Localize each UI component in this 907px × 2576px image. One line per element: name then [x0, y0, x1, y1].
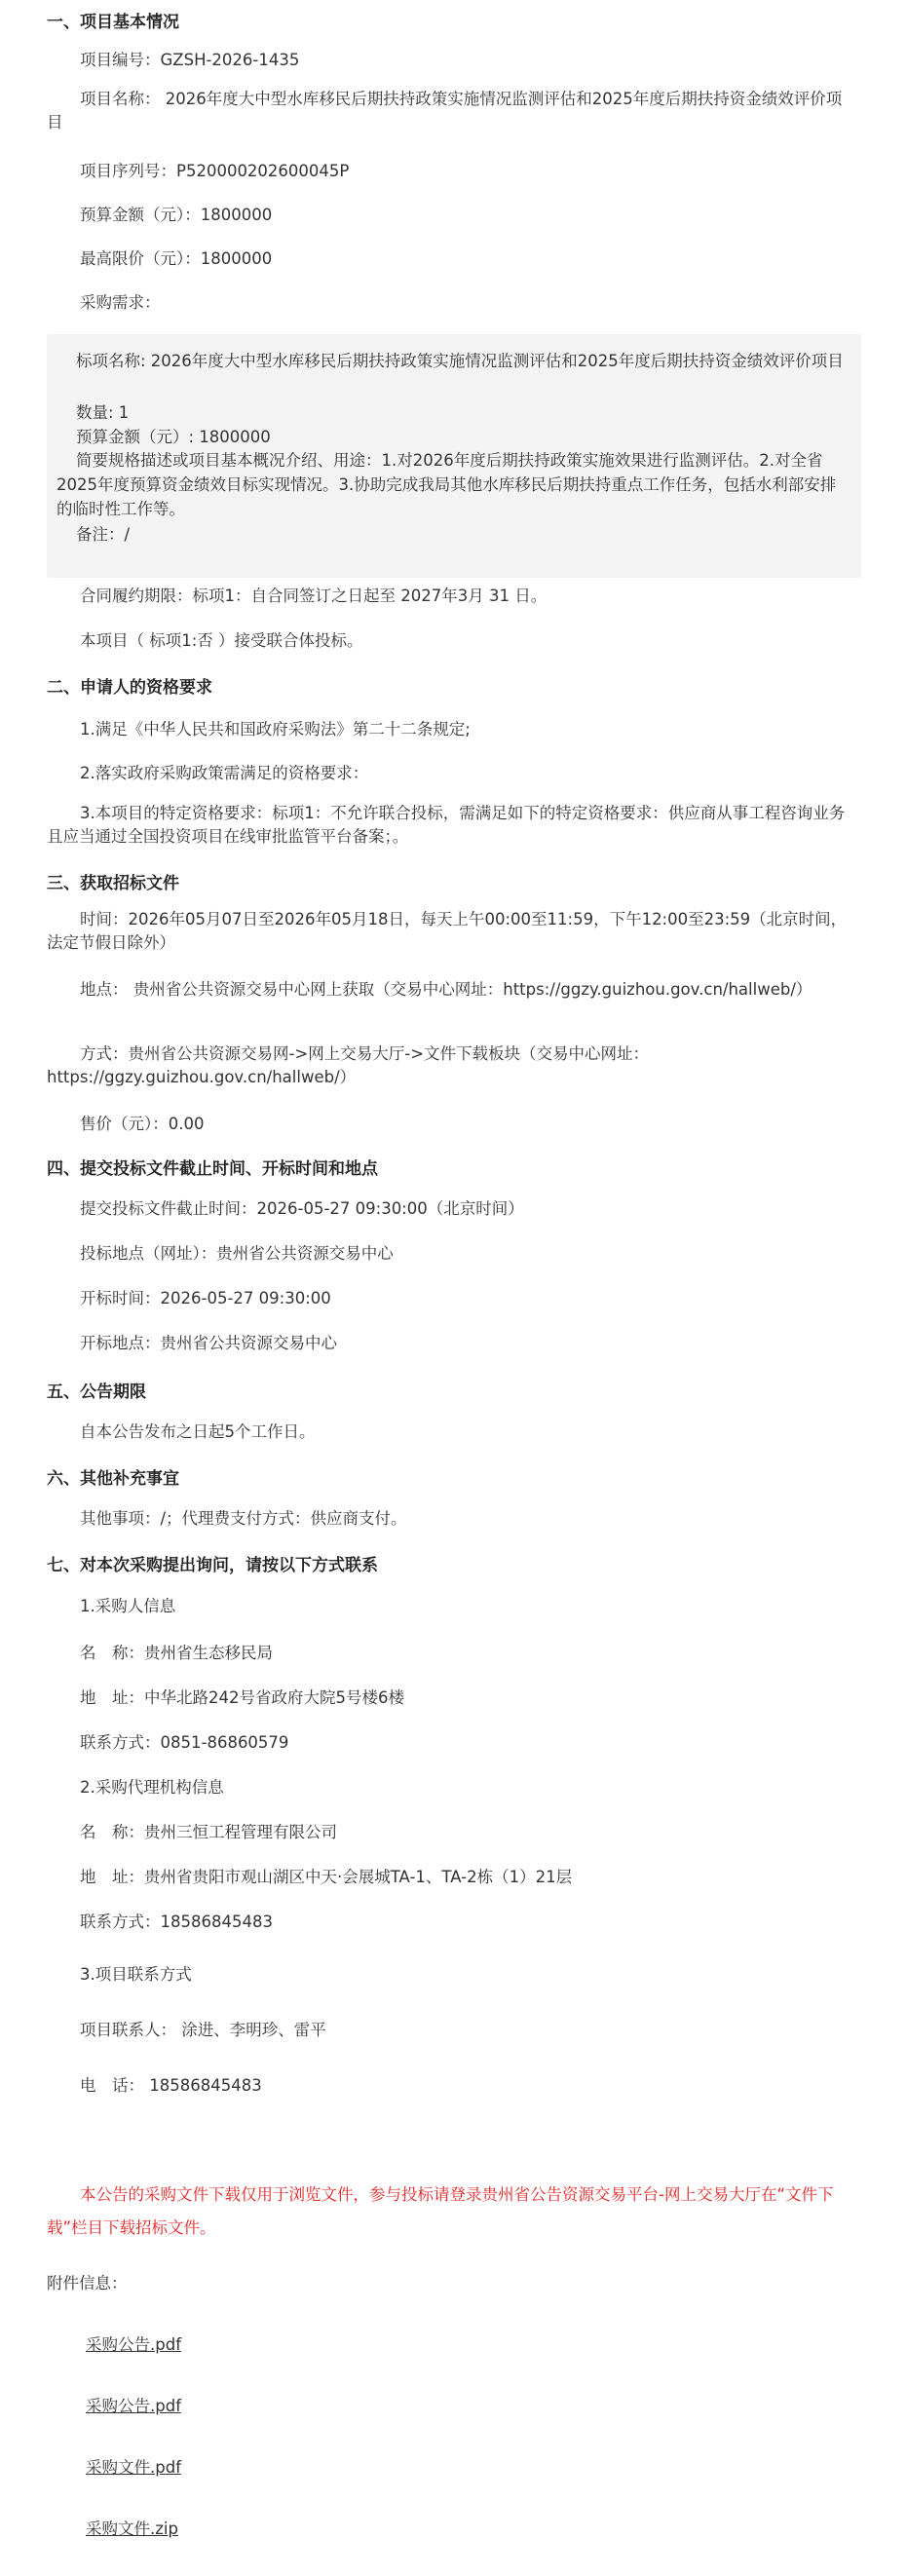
get-time: 时间：2026年05月07日至2026年05月18日，每天上午00:00至11:59，下午12:00至23:59（北京时间，法定节假日除外） [47, 910, 848, 952]
max-price: 最高限价（元）：1800000 [80, 249, 273, 268]
section-title-contact: 七、对本次采购提出询问，请按以下方式联系 [47, 1556, 378, 1575]
lot-quantity: 数量: 1 [76, 403, 130, 422]
document-price: 售价（元）：0.00 [80, 1115, 205, 1133]
attachment-link[interactable]: 采购公告.pdf [86, 2397, 182, 2415]
project-name: 项目名称： 2026年度大中型水库移民后期扶持政策实施情况监测评估和2025年度后期扶持资金绩效评价项目 [47, 90, 843, 132]
agent-name: 名 称：贵州三恒工程管理有限公司 [80, 1823, 337, 1841]
agent-address: 地 址：贵州省贵阳市观山湖区中天·会展城TA-1、TA-2栋（1）21层 [80, 1868, 573, 1886]
section-title-notice-period: 五、公告期限 [47, 1383, 146, 1402]
project-contact-heading: 3.项目联系方式 [80, 1965, 192, 1984]
section-title-qualifications: 二、申请人的资格要求 [47, 678, 212, 698]
attachment-link[interactable]: 采购文件.zip [86, 2519, 178, 2538]
procurement-demand-label: 采购需求： [80, 293, 161, 312]
buyer-address: 地 址：中华北路242号省政府大院5号楼6楼 [80, 1688, 404, 1707]
section-title-deadline: 四、提交投标文件截止时间、开标时间和地点 [47, 1159, 378, 1179]
qualification-3: 3.本项目的特定资格要求：标项1：不允许联合投标，需满足如下的特定资格要求：供应商从事工程咨询业务且应当通过全国投资项目在线审批监管平台备案；。 [47, 804, 846, 846]
open-time: 开标时间：2026-05-27 09:30:00 [80, 1289, 331, 1307]
lot-name: 标项名称: 2026年度大中型水库移民后期扶持政策实施情况监测评估和2025年度后期扶持资金绩效评价项目 [76, 352, 844, 370]
qualification-2: 2.落实政府采购政策需满足的资格要求： [80, 764, 369, 782]
buyer-info-heading: 1.采购人信息 [80, 1597, 176, 1615]
attachment-link[interactable]: 采购文件.pdf [86, 2458, 182, 2477]
get-place: 地点： 贵州省公共资源交易中心网上获取（交易中心网址：https://ggzy.guizhou.gov.cn/hallweb/） [80, 980, 813, 999]
lot-spec: 简要规格描述或项目基本概况介绍、用途：1.对2026年度后期扶持政策实施效果进行监测评估。2.对全省2025年度预算资金绩效目标实现情况。3.协助完成我局其他水库移民后期扶持重点工作任务，包括水利部安排的临时性工作等。 [57, 451, 837, 518]
buyer-name: 名 称：贵州省生态移民局 [80, 1644, 273, 1662]
notice-period-text: 自本公告发布之日起5个工作日。 [80, 1422, 316, 1441]
contract-period: 合同履约期限：标项1：自合同签订之日起至 2027年3月 31 日。 [80, 587, 548, 605]
project-contact-phone: 电 话： 18586845483 [80, 2076, 262, 2095]
buyer-contact: 联系方式：0851-86860579 [80, 1733, 289, 1752]
project-serial-number: 项目序列号：P520000202600045P [80, 162, 350, 180]
section-title-get-documents: 三、获取招标文件 [47, 874, 179, 893]
budget-amount: 预算金额（元）：1800000 [80, 206, 273, 224]
agent-contact: 联系方式：18586845483 [80, 1913, 273, 1931]
attachments-label: 附件信息： [47, 2274, 128, 2292]
other-matters-text: 其他事项：/；代理费支付方式：供应商支付。 [80, 1509, 407, 1528]
submit-place: 投标地点（网址）：贵州省公共资源交易中心 [80, 1244, 394, 1263]
section-title-basic-info: 一、项目基本情况 [47, 13, 179, 32]
qualification-1: 1.满足《中华人民共和国政府采购法》第二十二条规定; [80, 720, 471, 739]
project-number: 项目编号：GZSH-2026-1435 [80, 51, 300, 69]
attachment-link[interactable]: 采购公告.pdf [86, 2335, 182, 2354]
lot-budget: 预算金额（元）: 1800000 [76, 428, 271, 446]
consortium-note: 本项目（ 标项1:否 ）接受联合体投标。 [80, 631, 363, 650]
submit-deadline: 提交投标文件截止时间：2026-05-27 09:30:00（北京时间） [80, 1199, 524, 1218]
section-title-other-matters: 六、其他补充事宜 [47, 1469, 179, 1489]
download-notice: 本公告的采购文件下载仅用于浏览文件，参与投标请登录贵州省公告资源交易平台-网上交易大厅在“文件下载”栏目下载招标文件。 [47, 2185, 834, 2237]
project-contact-people: 项目联系人： 涂进、李明珍、雷平 [80, 2021, 326, 2039]
lot-remark: 备注：/ [76, 525, 131, 544]
agent-info-heading: 2.采购代理机构信息 [80, 1778, 224, 1797]
open-place: 开标地点：贵州省公共资源交易中心 [80, 1334, 337, 1352]
get-method: 方式：贵州省公共资源交易网->网上交易大厅->文件下载板块（交易中心网址：https://ggzy.guizhou.gov.cn/hallweb/） [47, 1044, 650, 1086]
